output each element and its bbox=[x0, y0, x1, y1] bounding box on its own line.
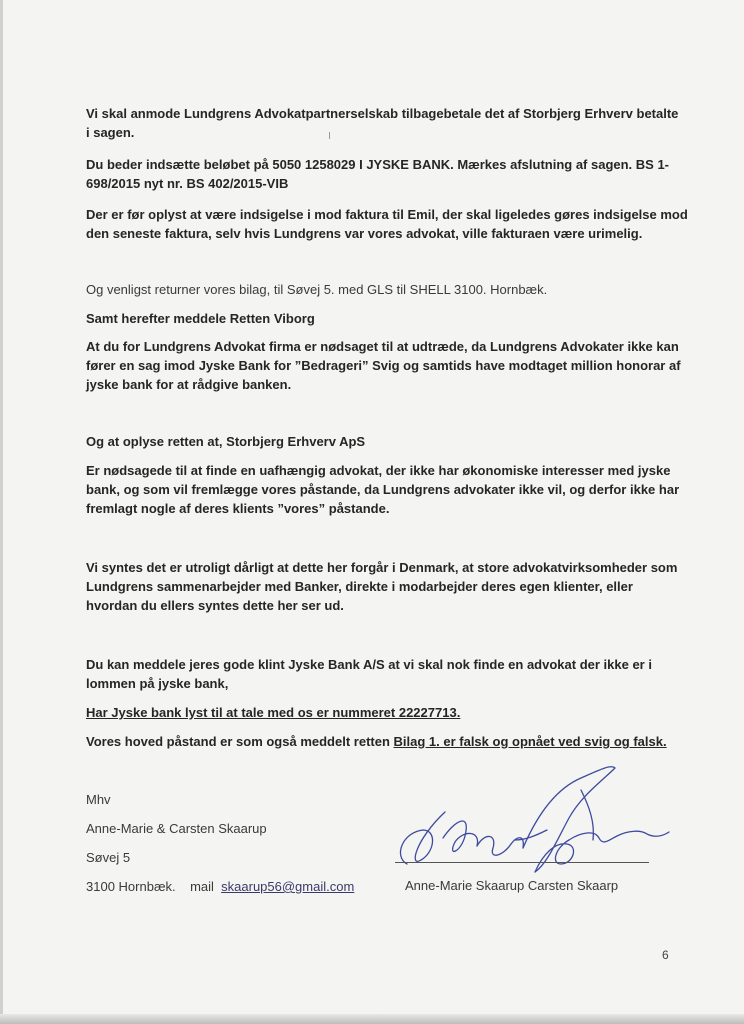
text-line: den seneste faktura, selv hvis Lundgrens var vores advokat, ville fakturaen være urimelig. bbox=[86, 226, 643, 241]
sender-city: 3100 Hornbæk. bbox=[86, 879, 176, 894]
text-line bbox=[86, 732, 686, 751]
email-link[interactable]: skaarup56@gmail.com bbox=[221, 879, 355, 894]
text-line: fører en sag imod Jyske Bank for ”Bedrageri” Svig og samtids have modtaget million honorar af bbox=[86, 358, 681, 373]
text-line: fremlagt nogle af deres klients ”vores” påstande. bbox=[86, 501, 390, 516]
text-line: Lundgrens sammenarbejder med Banker, direkte i modarbejder deres egen klienter, eller bbox=[86, 579, 633, 594]
mail-label: mail bbox=[190, 879, 214, 894]
text-line: bank, og som vil fremlægge vores påstande, da Lundgrens advokater ikke vil, og derfor ikke har bbox=[86, 482, 680, 497]
page-number: 6 bbox=[662, 948, 669, 962]
claim-prefix: Vores hoved påstand er som også meddelt retten bbox=[86, 734, 394, 749]
text-line: Der er før oplyst at være indsigelse i mod faktura til Emil, der skal ligeledes gøres indsigelse mod bbox=[86, 207, 688, 222]
paragraph-complaint bbox=[86, 558, 686, 615]
sender-names: Anne-Marie & Carsten Skaarup bbox=[86, 821, 267, 836]
text-line: Du kan meddele jeres gode klint Jyske Bank A/S at vi skal nok finde en advokat der ikke er i bbox=[86, 657, 652, 672]
text-line: jyske bank for at rådgive banken. bbox=[86, 377, 292, 392]
paragraph-client-message bbox=[86, 655, 686, 693]
paragraph-notify-court bbox=[86, 309, 686, 328]
text-line: 698/2015 nyt nr. BS 402/2015-VIB bbox=[86, 176, 289, 191]
paragraph-phone-number bbox=[86, 703, 686, 722]
signature-line bbox=[395, 862, 649, 863]
text-line: i sagen. bbox=[86, 125, 135, 140]
claim-underlined: Bilag 1. er falsk og opnået ved svig og falsk. bbox=[393, 734, 667, 749]
paragraph-inform-court bbox=[86, 432, 686, 451]
text-line: lommen på jyske bank, bbox=[86, 676, 229, 691]
text-line: At du for Lundgrens Advokat firma er nødsaget til at udtræde, da Lundgrens Advokater ikke kan bbox=[86, 339, 679, 354]
text-line: Og venligst returner vores bilag, til Søvej 5. med GLS til SHELL 3100. Hornbæk. bbox=[86, 282, 548, 297]
paragraph-withdrawal bbox=[86, 337, 686, 394]
text-line: hvordan du ellers syntes dette her ser ud. bbox=[86, 598, 344, 613]
paragraph-invoice-objection bbox=[86, 205, 686, 243]
signature-names: Anne-Marie Skaarup Carsten Skaarp bbox=[405, 878, 619, 893]
sender-city-mail bbox=[86, 877, 354, 896]
paragraph-main-claim bbox=[86, 732, 686, 751]
scan-edge-shadow bbox=[0, 0, 3, 1024]
paragraph-return-attachments bbox=[86, 280, 686, 299]
sender-street: Søvej 5 bbox=[86, 850, 131, 865]
text-line: Vi skal anmode Lundgrens Advokatpartnerselskab tilbagebetale det af Storbjerg Erhverv betalte bbox=[86, 106, 679, 121]
text-line: Du beder indsætte beløbet på 5050 1258029 I JYSKE BANK. Mærkes afslutning af sagen. BS 1- bbox=[86, 157, 670, 172]
text-line: Og at oplyse retten at, Storbjerg Erhverv ApS bbox=[86, 434, 366, 449]
text-line: Har Jyske bank lyst til at tale med os er nummeret 22227713. bbox=[86, 705, 461, 720]
paragraph-independent-lawyer bbox=[86, 461, 686, 518]
paragraph-repayment-request bbox=[86, 104, 686, 142]
scan-bottom-edge bbox=[0, 1014, 744, 1024]
text-line: Samt herefter meddele Retten Viborg bbox=[86, 311, 315, 326]
scan-mark bbox=[329, 132, 330, 139]
salutation: Mhv bbox=[86, 792, 111, 807]
paragraph-bank-deposit bbox=[86, 155, 686, 193]
text-line: Vi syntes det er utroligt dårligt at dette her forgår i Denmark, at store advokatvirksomheder som bbox=[86, 560, 678, 575]
text-line: Er nødsagede til at finde en uafhængig advokat, der ikke har økonomiske interesser med jyske bbox=[86, 463, 671, 478]
